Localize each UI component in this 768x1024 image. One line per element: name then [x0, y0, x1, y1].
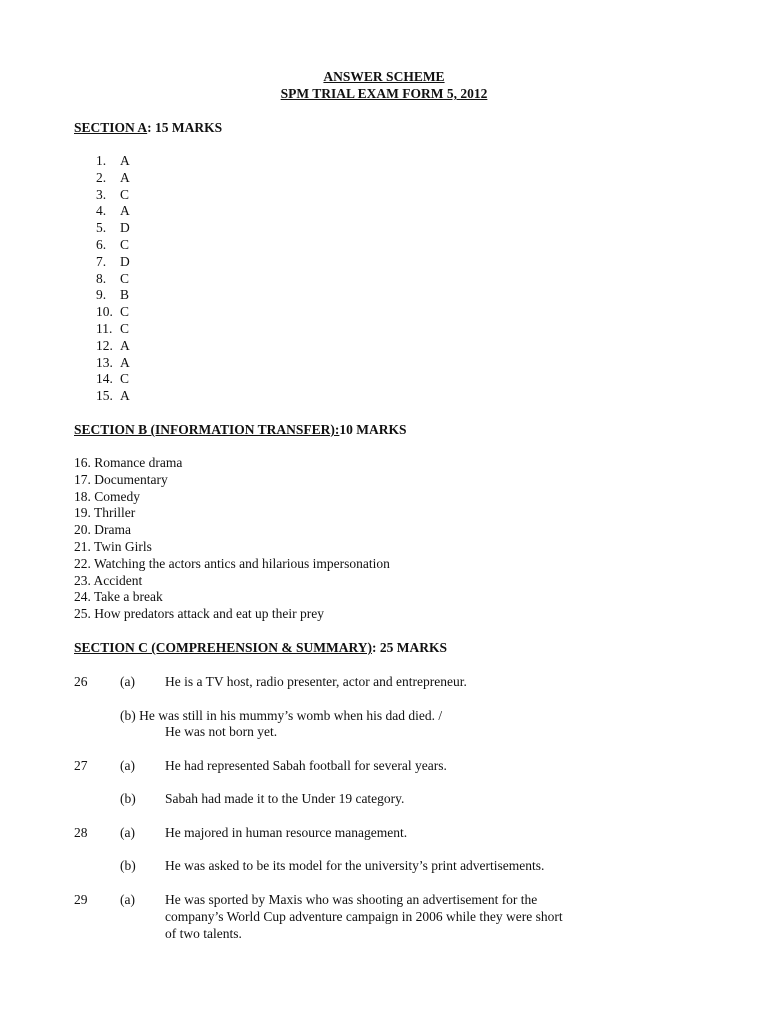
- question-26-number: 26: [74, 674, 88, 689]
- question-27b-label: (b): [120, 791, 136, 806]
- mcq-question-number: 3.: [96, 186, 107, 202]
- mcq-question-number: 7.: [96, 253, 107, 269]
- question-28a-answer: He majored in human resource management.: [165, 825, 408, 840]
- mcq-question-number: 14.: [96, 371, 113, 387]
- info-transfer-answer: 24. Take a break: [74, 589, 163, 605]
- question-27-number: 27: [74, 758, 88, 773]
- mcq-answer-letter: C: [120, 304, 130, 320]
- question-29a-answer-line3: of two talents.: [165, 926, 242, 941]
- mcq-answer-letter: D: [120, 253, 130, 269]
- mcq-answer-letter: C: [120, 321, 130, 336]
- mcq-question-number: 15.: [96, 388, 113, 404]
- question-29a-answer-line1: He was sported by Maxis who was shooting an advertisement for the: [165, 892, 538, 907]
- mcq-answer-row: [96, 220, 130, 237]
- question-29a-label: (a): [120, 892, 135, 907]
- question-29-number: 29: [74, 892, 88, 907]
- mcq-question-number: 13.: [96, 354, 113, 370]
- info-transfer-answer: 25. How predators attack and eat up their prey: [74, 606, 325, 622]
- mcq-question-number: 1.: [96, 153, 107, 168]
- info-transfer-answer: 21. Twin Girls: [74, 539, 152, 554]
- mcq-question-number: 12.: [96, 337, 113, 353]
- mcq-answer-letter: D: [120, 220, 130, 236]
- mcq-answer-row: [96, 287, 129, 304]
- mcq-answer-row: [96, 170, 130, 187]
- mcq-answer-row: [96, 254, 130, 271]
- mcq-question-number: 11.: [96, 321, 113, 336]
- mcq-answer-letter: A: [120, 203, 130, 219]
- question-26b-answer-line2: He was not born yet.: [165, 724, 278, 739]
- info-transfer-answer: 18. Comedy: [74, 488, 140, 504]
- mcq-answer-letter: C: [120, 237, 130, 252]
- question-27a-answer: He had represented Sabah football for several years.: [165, 758, 447, 773]
- mcq-question-number: 9.: [96, 287, 107, 303]
- section-a-heading: SECTION A: 15 MARKS: [74, 120, 223, 135]
- mcq-question-number: 4.: [96, 203, 107, 219]
- question-28a-label: (a): [120, 825, 135, 840]
- document-title: ANSWER SCHEME: [323, 69, 445, 84]
- mcq-answer-row: [96, 187, 129, 204]
- mcq-answer-row: [96, 338, 130, 355]
- mcq-answer-row: [96, 237, 129, 254]
- mcq-answer-row: [96, 388, 130, 405]
- mcq-answer-letter: B: [120, 287, 130, 303]
- mcq-question-number: 6.: [96, 237, 107, 252]
- mcq-question-number: 8.: [96, 270, 107, 286]
- question-27a-label: (a): [120, 758, 135, 773]
- question-27b-answer: Sabah had made it to the Under 19 category.: [165, 791, 405, 806]
- question-28-number: 28: [74, 825, 88, 840]
- mcq-answer-letter: A: [120, 337, 130, 353]
- document-subtitle: SPM TRIAL EXAM FORM 5, 2012: [280, 86, 488, 101]
- mcq-answer-letter: A: [120, 388, 130, 404]
- question-28b-answer: He was asked to be its model for the university’s print advertisements.: [165, 858, 545, 873]
- info-transfer-answer: 17. Documentary: [74, 471, 168, 487]
- question-26b-answer-line1: (b) He was still in his mummy’s womb when his dad died. /: [120, 708, 443, 723]
- mcq-answer-row: [96, 304, 129, 321]
- question-26a-answer: He is a TV host, radio presenter, actor and entrepreneur.: [165, 674, 467, 689]
- mcq-question-number: 10.: [96, 304, 113, 320]
- mcq-answer-row: [96, 321, 129, 338]
- info-transfer-answer: 20. Drama: [74, 522, 131, 538]
- info-transfer-answer: 23. Accident: [74, 572, 143, 588]
- question-28b-label: (b): [120, 858, 136, 873]
- mcq-answer-row: [96, 203, 130, 220]
- mcq-answer-row: [96, 153, 130, 170]
- section-b-heading: SECTION B (INFORMATION TRANSFER):10 MARKS: [74, 422, 407, 437]
- section-c-heading: SECTION C (COMPREHENSION & SUMMARY): 25 MARKS: [74, 640, 448, 655]
- info-transfer-answer: 16. Romance drama: [74, 455, 183, 470]
- question-26a-label: (a): [120, 674, 135, 689]
- mcq-answer-letter: A: [120, 153, 130, 168]
- info-transfer-answer: 19. Thriller: [74, 505, 136, 521]
- mcq-answer-letter: A: [120, 169, 130, 185]
- mcq-answer-letter: C: [120, 186, 130, 202]
- mcq-question-number: 2.: [96, 169, 107, 185]
- mcq-answer-letter: C: [120, 371, 130, 387]
- mcq-question-number: 5.: [96, 220, 107, 236]
- info-transfer-answer: 22. Watching the actors antics and hilarious impersonation: [74, 555, 390, 571]
- mcq-answer-row: [96, 371, 129, 388]
- mcq-answer-row: [96, 355, 130, 372]
- mcq-answer-letter: A: [120, 354, 130, 370]
- mcq-answer-row: [96, 271, 129, 288]
- question-29a-answer-line2: company’s World Cup adventure campaign in 2006 while they were short: [165, 909, 563, 924]
- mcq-answer-letter: C: [120, 270, 130, 286]
